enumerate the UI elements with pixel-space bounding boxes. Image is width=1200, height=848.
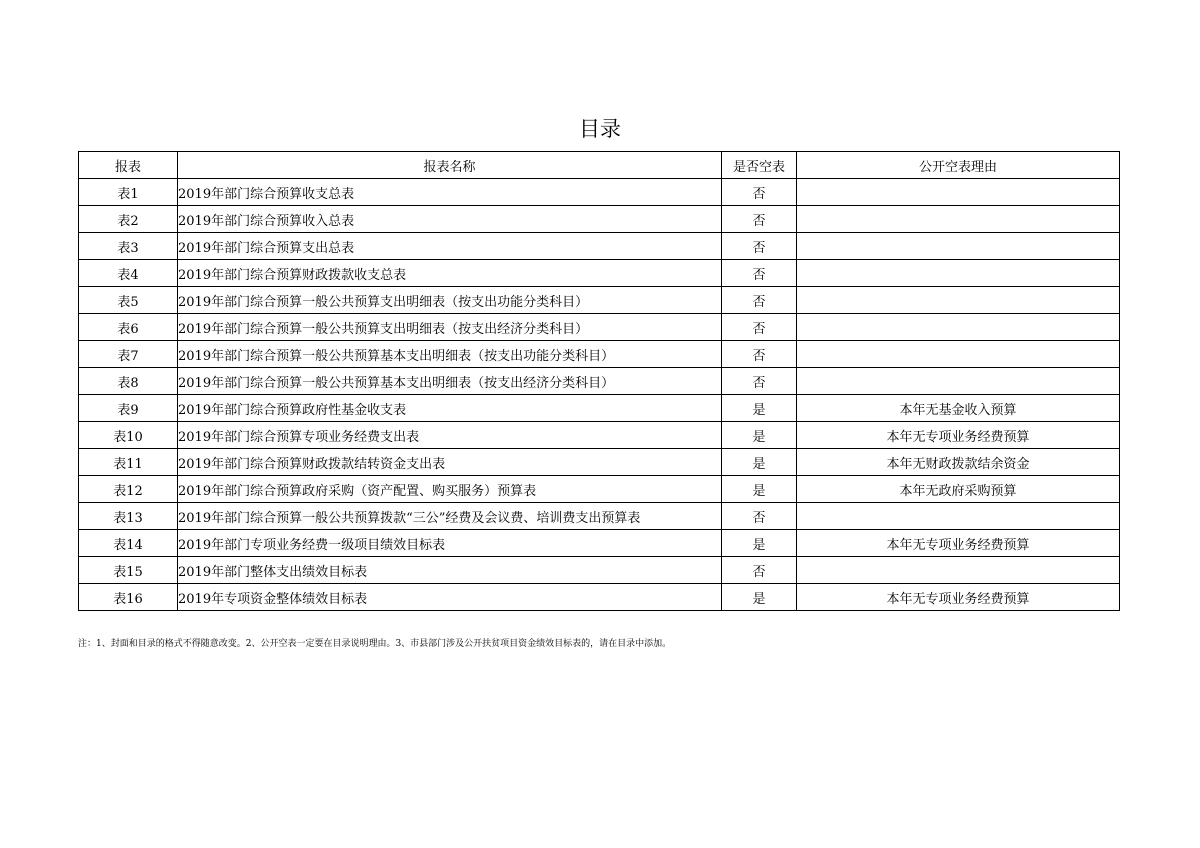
report-name-cell: 2019年部门综合预算财政拨款结转资金支出表 [178, 449, 722, 476]
is-empty-cell: 否 [722, 260, 797, 287]
is-empty-cell: 是 [722, 449, 797, 476]
report-no-cell: 表15 [79, 557, 178, 584]
is-empty-cell: 是 [722, 476, 797, 503]
empty-reason-cell [797, 341, 1120, 368]
table-row [79, 530, 1120, 557]
header-report-name: 报表名称 [178, 152, 722, 179]
report-no-cell: 表9 [79, 395, 178, 422]
table-row [79, 503, 1120, 530]
toc-table [78, 151, 1120, 611]
empty-reason-cell [797, 314, 1120, 341]
table-row [79, 368, 1120, 395]
is-empty-cell: 否 [722, 368, 797, 395]
table-row [79, 422, 1120, 449]
is-empty-cell: 否 [722, 287, 797, 314]
empty-reason-cell [797, 233, 1120, 260]
report-name-cell: 2019年部门专项业务经费一级项目绩效目标表 [178, 530, 722, 557]
is-empty-cell: 是 [722, 584, 797, 611]
report-name-cell: 2019年部门整体支出绩效目标表 [178, 557, 722, 584]
table-row [79, 233, 1120, 260]
footnote: 注：1、封面和目录的格式不得随意改变。2、公开空表一定要在目录说明理由。3、市县部门涉及公开扶贫项目资金绩效目标表的，请在目录中添加。 [78, 639, 672, 649]
report-no-cell: 表3 [79, 233, 178, 260]
header-empty-reason: 公开空表理由 [797, 152, 1120, 179]
report-no-cell: 表2 [79, 206, 178, 233]
is-empty-cell: 否 [722, 557, 797, 584]
report-name-cell: 2019年部门综合预算一般公共预算支出明细表（按支出经济分类科目） [178, 314, 722, 341]
header-report-no: 报表 [79, 152, 178, 179]
table-row [79, 476, 1120, 503]
is-empty-cell: 是 [722, 395, 797, 422]
empty-reason-cell [797, 260, 1120, 287]
table-row [79, 179, 1120, 206]
report-name-cell: 2019年部门综合预算一般公共预算拨款“三公”经费及会议费、培训费支出预算表 [178, 503, 722, 530]
table-row [79, 557, 1120, 584]
report-name-cell: 2019年部门综合预算支出总表 [178, 233, 722, 260]
empty-reason-cell [797, 503, 1120, 530]
empty-reason-cell: 本年无专项业务经费预算 [797, 530, 1120, 557]
empty-reason-cell: 本年无专项业务经费预算 [797, 422, 1120, 449]
table-row [79, 260, 1120, 287]
empty-reason-cell [797, 557, 1120, 584]
empty-reason-cell: 本年无基金收入预算 [797, 395, 1120, 422]
report-name-cell: 2019年部门综合预算一般公共预算支出明细表（按支出功能分类科目） [178, 287, 722, 314]
report-no-cell: 表12 [79, 476, 178, 503]
report-no-cell: 表5 [79, 287, 178, 314]
is-empty-cell: 否 [722, 233, 797, 260]
empty-reason-cell: 本年无专项业务经费预算 [797, 584, 1120, 611]
empty-reason-cell [797, 179, 1120, 206]
report-name-cell: 2019年部门综合预算政府性基金收支表 [178, 395, 722, 422]
table-row [79, 584, 1120, 611]
report-name-cell: 2019年部门综合预算一般公共预算基本支出明细表（按支出功能分类科目） [178, 341, 722, 368]
report-name-cell: 2019年专项资金整体绩效目标表 [178, 584, 722, 611]
report-name-cell: 2019年部门综合预算收入总表 [178, 206, 722, 233]
report-no-cell: 表11 [79, 449, 178, 476]
empty-reason-cell [797, 287, 1120, 314]
empty-reason-cell [797, 206, 1120, 233]
table-row [79, 341, 1120, 368]
report-no-cell: 表14 [79, 530, 178, 557]
report-no-cell: 表4 [79, 260, 178, 287]
report-no-cell: 表6 [79, 314, 178, 341]
report-no-cell: 表8 [79, 368, 178, 395]
header-is-empty: 是否空表 [722, 152, 797, 179]
report-no-cell: 表1 [79, 179, 178, 206]
is-empty-cell: 否 [722, 341, 797, 368]
table-row [79, 287, 1120, 314]
report-name-cell: 2019年部门综合预算专项业务经费支出表 [178, 422, 722, 449]
report-name-cell: 2019年部门综合预算收支总表 [178, 179, 722, 206]
table-body [79, 179, 1120, 611]
page-title: 目录 [579, 117, 621, 141]
report-no-cell: 表13 [79, 503, 178, 530]
report-name-cell: 2019年部门综合预算政府采购（资产配置、购买服务）预算表 [178, 476, 722, 503]
empty-reason-cell: 本年无政府采购预算 [797, 476, 1120, 503]
is-empty-cell: 否 [722, 179, 797, 206]
table-row [79, 449, 1120, 476]
is-empty-cell: 否 [722, 206, 797, 233]
is-empty-cell: 是 [722, 422, 797, 449]
empty-reason-cell: 本年无财政拨款结余资金 [797, 449, 1120, 476]
table-row [79, 395, 1120, 422]
is-empty-cell: 否 [722, 314, 797, 341]
table-row [79, 314, 1120, 341]
empty-reason-cell [797, 368, 1120, 395]
table-row [79, 206, 1120, 233]
report-no-cell: 表16 [79, 584, 178, 611]
report-no-cell: 表7 [79, 341, 178, 368]
report-name-cell: 2019年部门综合预算一般公共预算基本支出明细表（按支出经济分类科目） [178, 368, 722, 395]
report-name-cell: 2019年部门综合预算财政拨款收支总表 [178, 260, 722, 287]
table-header-row [79, 152, 1120, 179]
is-empty-cell: 否 [722, 503, 797, 530]
report-no-cell: 表10 [79, 422, 178, 449]
is-empty-cell: 是 [722, 530, 797, 557]
